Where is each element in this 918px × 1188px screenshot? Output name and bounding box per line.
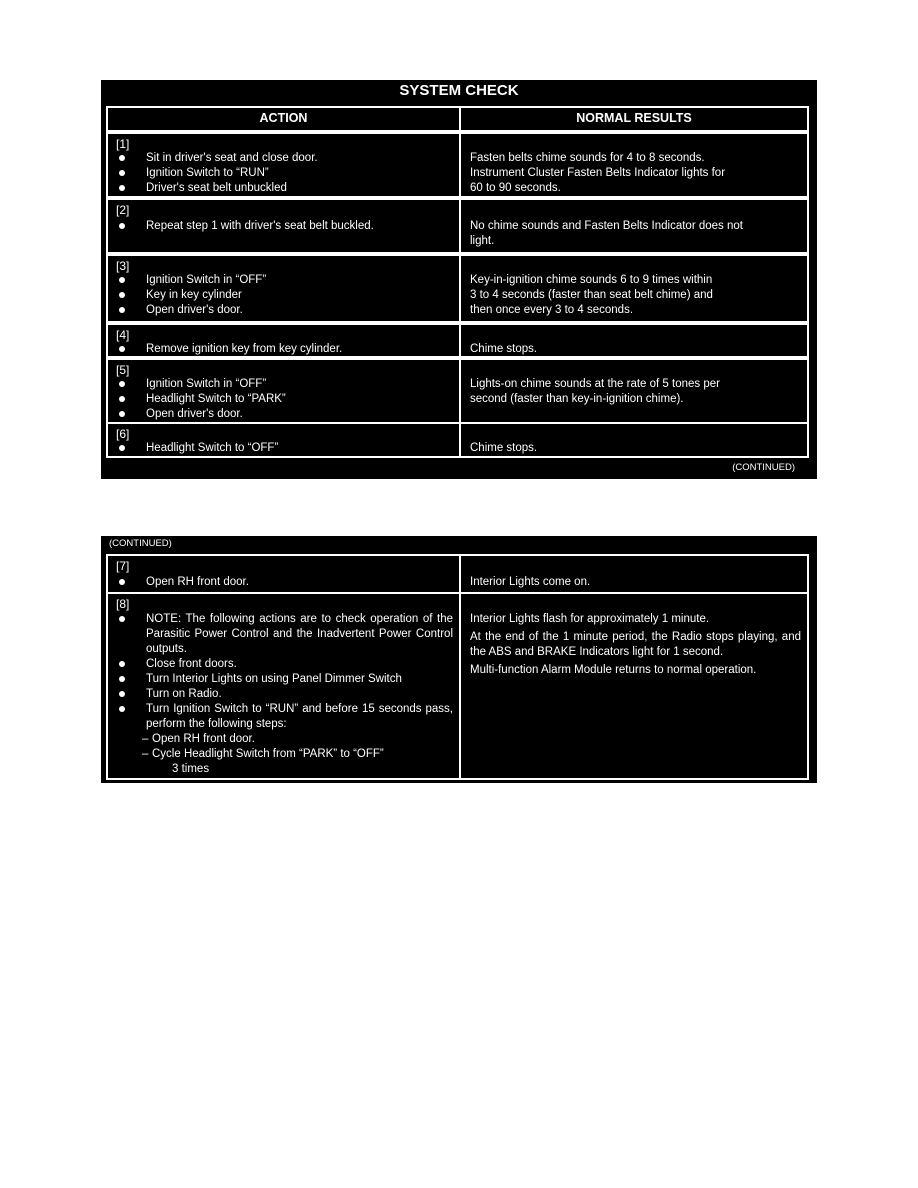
- step-number: [7]: [116, 559, 130, 573]
- result-line: Chime stops.: [470, 343, 538, 355]
- sub-action-item: – Open RH front door.: [116, 732, 453, 747]
- result-text: [470, 575, 801, 590]
- action-item: Open driver's door.: [116, 407, 453, 422]
- result-text: [470, 273, 801, 318]
- step-5-action-cell: [106, 358, 461, 424]
- result-text: [470, 151, 801, 196]
- step-6-result-cell: [459, 422, 809, 458]
- step-4-result-cell: [459, 323, 809, 358]
- result-line: 3 to 4 seconds (faster than seat belt chime) and: [470, 289, 713, 301]
- action-list: [116, 441, 453, 456]
- result-line: Chime stops.: [470, 442, 538, 454]
- action-item: Sit in driver's seat and close door.: [116, 151, 453, 166]
- step-number: [8]: [116, 597, 130, 611]
- sub-action-item: – Cycle Headlight Switch from “PARK” to “OFF”: [116, 747, 453, 762]
- result-line: light.: [470, 235, 495, 247]
- continued-label: (CONTINUED): [732, 462, 795, 473]
- action-list: [116, 219, 453, 234]
- action-list: [116, 342, 453, 357]
- step-1-action-cell: [106, 132, 461, 198]
- result-line: Fasten belts chime sounds for 4 to 8 seconds.: [470, 152, 705, 164]
- result-line: then once every 3 to 4 seconds.: [470, 304, 634, 316]
- result-line: Lights-on chime sounds at the rate of 5 tones per: [470, 378, 720, 390]
- action-item: Turn Interior Lights on using Panel Dimmer Switch: [116, 672, 453, 687]
- step-number: [1]: [116, 137, 130, 151]
- result-text: [470, 612, 801, 678]
- step-3-action-cell: [106, 254, 461, 323]
- action-column-header: ACTION: [106, 106, 461, 132]
- result-line: Instrument Cluster Fasten Belts Indicator lights for: [470, 167, 726, 179]
- result-line: 60 to 90 seconds.: [470, 182, 561, 194]
- action-item: Turn on Radio.: [116, 687, 453, 702]
- step-3-result-cell: [459, 254, 809, 323]
- action-item: Repeat step 1 with driver's seat belt buckled.: [116, 219, 453, 234]
- sub-action-continuation: 3 times: [172, 763, 210, 775]
- step-6-action-cell: [106, 422, 461, 458]
- step-number: [5]: [116, 363, 130, 377]
- step-7-result-cell: [459, 554, 809, 594]
- action-list: [116, 273, 453, 318]
- note-item: NOTE: The following actions are to check operation of the Parasitic Power Control and the Inadvertent Power Control outputs.: [116, 612, 453, 657]
- results-column-header: NORMAL RESULTS: [459, 106, 809, 132]
- result-line: Key-in-ignition chime sounds 6 to 9 times within: [470, 274, 713, 286]
- action-item: Open driver's door.: [116, 303, 453, 318]
- action-list: [116, 377, 453, 422]
- table-title: SYSTEM CHECK: [399, 82, 519, 99]
- result-text: [470, 219, 801, 249]
- system-check-table-continued: [101, 536, 817, 783]
- action-list: [116, 612, 453, 777]
- continued-label: (CONTINUED): [109, 538, 172, 549]
- step-4-action-cell: [106, 323, 461, 358]
- result-paragraph: At the end of the 1 minute period, the Radio stops playing, and the ABS and BRAKE Indicators light for 1 second.: [470, 631, 801, 658]
- action-item: Driver's seat belt unbuckled: [116, 181, 453, 196]
- result-text: [470, 342, 801, 357]
- result-text: [470, 377, 801, 407]
- result-line: No chime sounds and Fasten Belts Indicator does not: [470, 220, 743, 232]
- result-line: second (faster than key-in-ignition chime).: [470, 393, 684, 405]
- action-item: Open RH front door.: [116, 575, 453, 590]
- action-item: Ignition Switch in “OFF”: [116, 273, 453, 288]
- action-item: Key in key cylinder: [116, 288, 453, 303]
- system-check-table: [101, 80, 817, 479]
- result-text: [470, 441, 801, 456]
- action-item: Headlight Switch to “OFF”: [116, 441, 453, 456]
- step-1-result-cell: [459, 132, 809, 198]
- action-list: [116, 151, 453, 196]
- step-number: [6]: [116, 427, 130, 441]
- action-item: Remove ignition key from key cylinder.: [116, 342, 453, 357]
- action-item: Close front doors.: [116, 657, 453, 672]
- step-number: [3]: [116, 259, 130, 273]
- action-item: Turn Ignition Switch to “RUN” and before 15 seconds pass, perform the following steps:: [116, 702, 453, 732]
- step-7-action-cell: [106, 554, 461, 594]
- step-2-action-cell: [106, 198, 461, 254]
- step-number: [2]: [116, 203, 130, 217]
- step-8-result-cell: [459, 592, 809, 780]
- step-2-result-cell: [459, 198, 809, 254]
- action-item: Headlight Switch to “PARK”: [116, 392, 453, 407]
- result-paragraph: Multi-function Alarm Module returns to normal operation.: [470, 664, 757, 676]
- action-list: [116, 575, 453, 590]
- step-5-result-cell: [459, 358, 809, 424]
- result-paragraph: Interior Lights flash for approximately 1 minute.: [470, 613, 710, 625]
- step-8-action-cell: [106, 592, 461, 780]
- step-number: [4]: [116, 328, 130, 342]
- action-item: Ignition Switch in “OFF”: [116, 377, 453, 392]
- action-item: Ignition Switch to “RUN”: [116, 166, 453, 181]
- result-line: Interior Lights come on.: [470, 576, 591, 588]
